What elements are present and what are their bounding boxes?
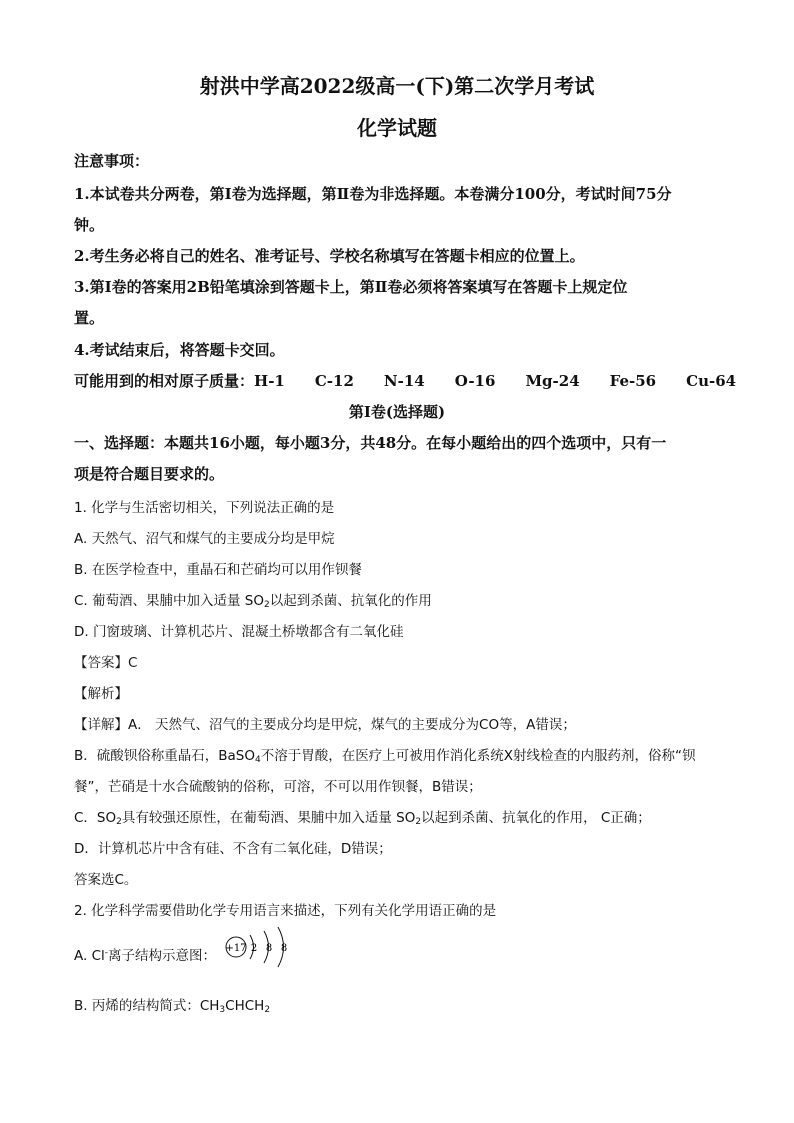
exam-title: 射洪中学高2022级高一(下)第二次学月考试 (199, 74, 595, 98)
mass-h: H-1 (254, 372, 285, 390)
chloride-ion-structure-diagram (224, 924, 304, 970)
q1-option-c: C. 葡萄酒、果脯中加入适量 $SO_2$以起到杀菌、抗氧化的作用 (74, 593, 432, 610)
q1-option-d: D. 门窗玻璃、计算机芯片、混凝土桥墩都含有二氧化硅 (74, 624, 404, 640)
notice-item-2: 2.考生务必将自己的姓名、准考证号、学校名称填写在答题卡相应的位置上。 (74, 247, 585, 265)
notice-heading: 注意事项： (74, 152, 150, 170)
q2-option-b: B. 丙烯的结构简式：$CH_3CHCH_2$ (74, 998, 271, 1015)
nucleus-charge: +17 (225, 943, 247, 954)
q1-conclusion: 答案选C。 (74, 872, 138, 888)
exam-subtitle: 化学试题 (357, 116, 437, 140)
shell-electrons-2: 8 (266, 943, 273, 954)
section-instruction-2: 项是符合题目要求的。 (74, 465, 225, 483)
atomic-mass-line (74, 370, 737, 391)
q1-option-b: B. 在医学检查中，重晶石和芒硝均可以用作钡餐 (74, 562, 362, 578)
mass-n: N-14 (383, 372, 425, 390)
q2-stem: 2. 化学科学需要借助化学专用语言来描述，下列有关化学用语正确的是 (74, 903, 497, 919)
notice-item-4: 4.考试结束后，将答题卡交回。 (74, 341, 285, 359)
mass-o: O-16 (454, 372, 496, 390)
shell-electrons-3: 8 (281, 943, 288, 954)
notice-item-1-cont: 钟。 (74, 216, 105, 234)
atomic-mass-label: 可能用到的相对原子质量： (74, 372, 255, 390)
q1-stem: 1. 化学与生活密切相关，下列说法正确的是 (74, 500, 335, 516)
notice-item-3-cont: 置。 (74, 309, 105, 327)
mass-c: C-12 (314, 372, 354, 390)
q1-detail-c: C．$SO_2$具有较强还原性，在葡萄酒、果脯中加入适量 $SO_2$以起到杀菌、抗氧化的作用， C正确； (74, 810, 651, 827)
notice-item-1: 1.本试卷共分两卷，第Ⅰ卷为选择题，第Ⅱ卷为非选择题。本卷满分100分，考试时间75分 (74, 185, 672, 203)
shell-electrons-1: 2 (251, 943, 258, 954)
mass-fe: Fe-56 (609, 372, 657, 390)
q1-answer: 【答案】C (74, 655, 138, 671)
q2-option-a: A. Cl-离子结构示意图： +17 2 8 8 (74, 942, 724, 970)
q1-detail-a: 【详解】A． 天然气、沼气的主要成分均是甲烷，煤气的主要成分为CO等，A错误； (74, 717, 576, 733)
q1-detail-b-cont: 餐”，芒硝是十水合硫酸钠的俗称，可溶，不可以用作钡餐，B错误； (74, 779, 482, 795)
q1-option-a: A. 天然气、沼气和煤气的主要成分均是甲烷 (74, 531, 335, 547)
section-instruction-1: 一、选择题：本题共16小题，每小题3分，共48分。在每小题给出的四个选项中，只有一 (74, 434, 667, 452)
q1-analysis-label: 【解析】 (74, 686, 128, 702)
q1-detail-d: D．计算机芯片中含有硅、不含有二氧化硅，D错误； (74, 841, 392, 857)
mass-mg: Mg-24 (525, 372, 580, 390)
mass-cu: Cu-64 (686, 372, 737, 390)
section-title: 第Ⅰ卷(选择题) (348, 403, 446, 421)
notice-item-3: 3.第Ⅰ卷的答案用2B铅笔填涂到答题卡上，第Ⅱ卷必须将答案填写在答题卡上规定位 (74, 278, 628, 296)
q1-detail-b: B．硫酸钡俗称重晶石，BaSO$_4$不溶于胃酸，在医疗上可被用作消化系统X射线检查的内服药剂，俗称“钡 (74, 748, 696, 765)
